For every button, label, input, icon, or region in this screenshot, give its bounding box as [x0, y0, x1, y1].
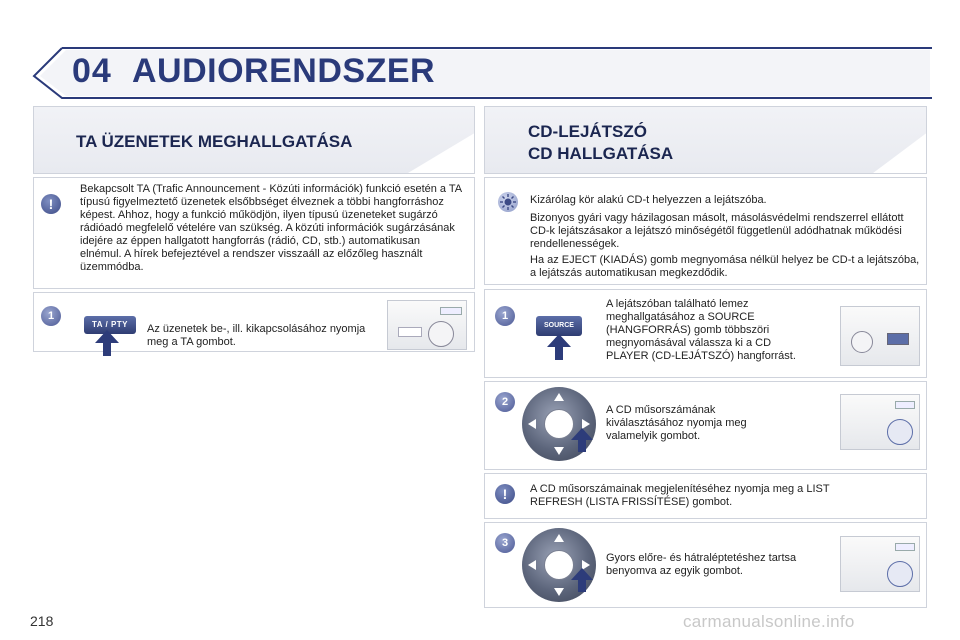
tip-sun-icon	[498, 192, 518, 212]
radio-unit-image	[840, 306, 920, 366]
press-arrow-icon	[95, 330, 119, 356]
right-section-title-line1: CD-LEJÁTSZÓ	[528, 122, 647, 141]
chapter-title: AUDIORENDSZER	[132, 52, 436, 90]
step-3-badge: 3	[495, 533, 515, 553]
chapter-number: 04	[72, 52, 112, 90]
press-arrow-icon	[571, 428, 593, 452]
page-number: 218	[30, 613, 54, 629]
step-1-badge-right: 1	[495, 306, 515, 326]
right-section-title-line2: CD HALLGATÁSA	[528, 144, 674, 163]
source-button[interactable]: SOURCE	[536, 316, 582, 336]
left-section-title: TA ÜZENETEK MEGHALLGATÁSA	[76, 132, 353, 151]
tip-paragraph-2: Bizonyos gyári vagy házilagosan másolt, másolásvédelmi rendszerrel ellátott CD-k lejátszásakor a lejátszó minőségétől függetlenül adódhatnak működési rendellenességek.	[530, 212, 904, 250]
right-step3-text: Gyors előre- és hátraléptetéshez tartsa benyomva az egyik gombot.	[606, 552, 797, 577]
step-1-badge: 1	[41, 306, 61, 326]
left-warning-text: Bekapcsolt TA (Trafic Announcement - Közúti információk) funkció esetén a TA típusú figyelmeztető üzenetek elsőbbséget élveznek a többi hangforráshoz képest. Ahhoz, hogy a funkció működjön, ilyen típusú üzeneteket sugárzó rádióadó megfelelő vételére van szükség. A közúti információk sugárzásának idejére az éppen hallgatott hangforrás (rádió, CD, stb.) automatikusan elnémul. A hírek befejeztével a rendszer visszaáll az előzőleg használt üzemmódba.	[80, 183, 462, 273]
right-step2-text: A CD műsorszámának kiválasztásához nyomja meg valamelyik gombot.	[606, 404, 747, 442]
press-arrow-icon	[547, 334, 571, 360]
watermark-text: carmanualsonline.info	[683, 612, 855, 631]
ta-pty-button[interactable]: TA / PTY	[84, 316, 136, 334]
right-warning-text: A CD műsorszámainak megjelenítéséhez nyomja meg a LIST REFRESH (LISTA FRISSÍTÉSE) gombot.	[530, 483, 830, 508]
press-arrow-icon	[571, 568, 593, 592]
tip-paragraph-1: Kizárólag kör alakú CD-t helyezzen a lejátszóba.	[530, 194, 767, 206]
radio-unit-image	[840, 536, 920, 592]
radio-unit-image	[840, 394, 920, 450]
warning-icon: !	[41, 194, 61, 214]
step-2-badge: 2	[495, 392, 515, 412]
right-step1-text: A lejátszóban található lemez meghallgatásához a SOURCE (HANGFORRÁS) gomb többszöri megnyomásával válassza ki a CD PLAYER (CD-LEJÁTSZÓ) hangforrást.	[606, 298, 796, 362]
warning-icon: !	[495, 484, 515, 504]
left-step1-text: Az üzenetek be-, ill. kikapcsolásához nyomja meg a TA gombot.	[147, 323, 366, 348]
tip-paragraph-3: Ha az EJECT (KIADÁS) gomb megnyomása nélkül helyez be CD-t a lejátszóba, a lejátszás automatikusan megkezdődik.	[530, 254, 920, 279]
radio-unit-image	[387, 300, 467, 350]
